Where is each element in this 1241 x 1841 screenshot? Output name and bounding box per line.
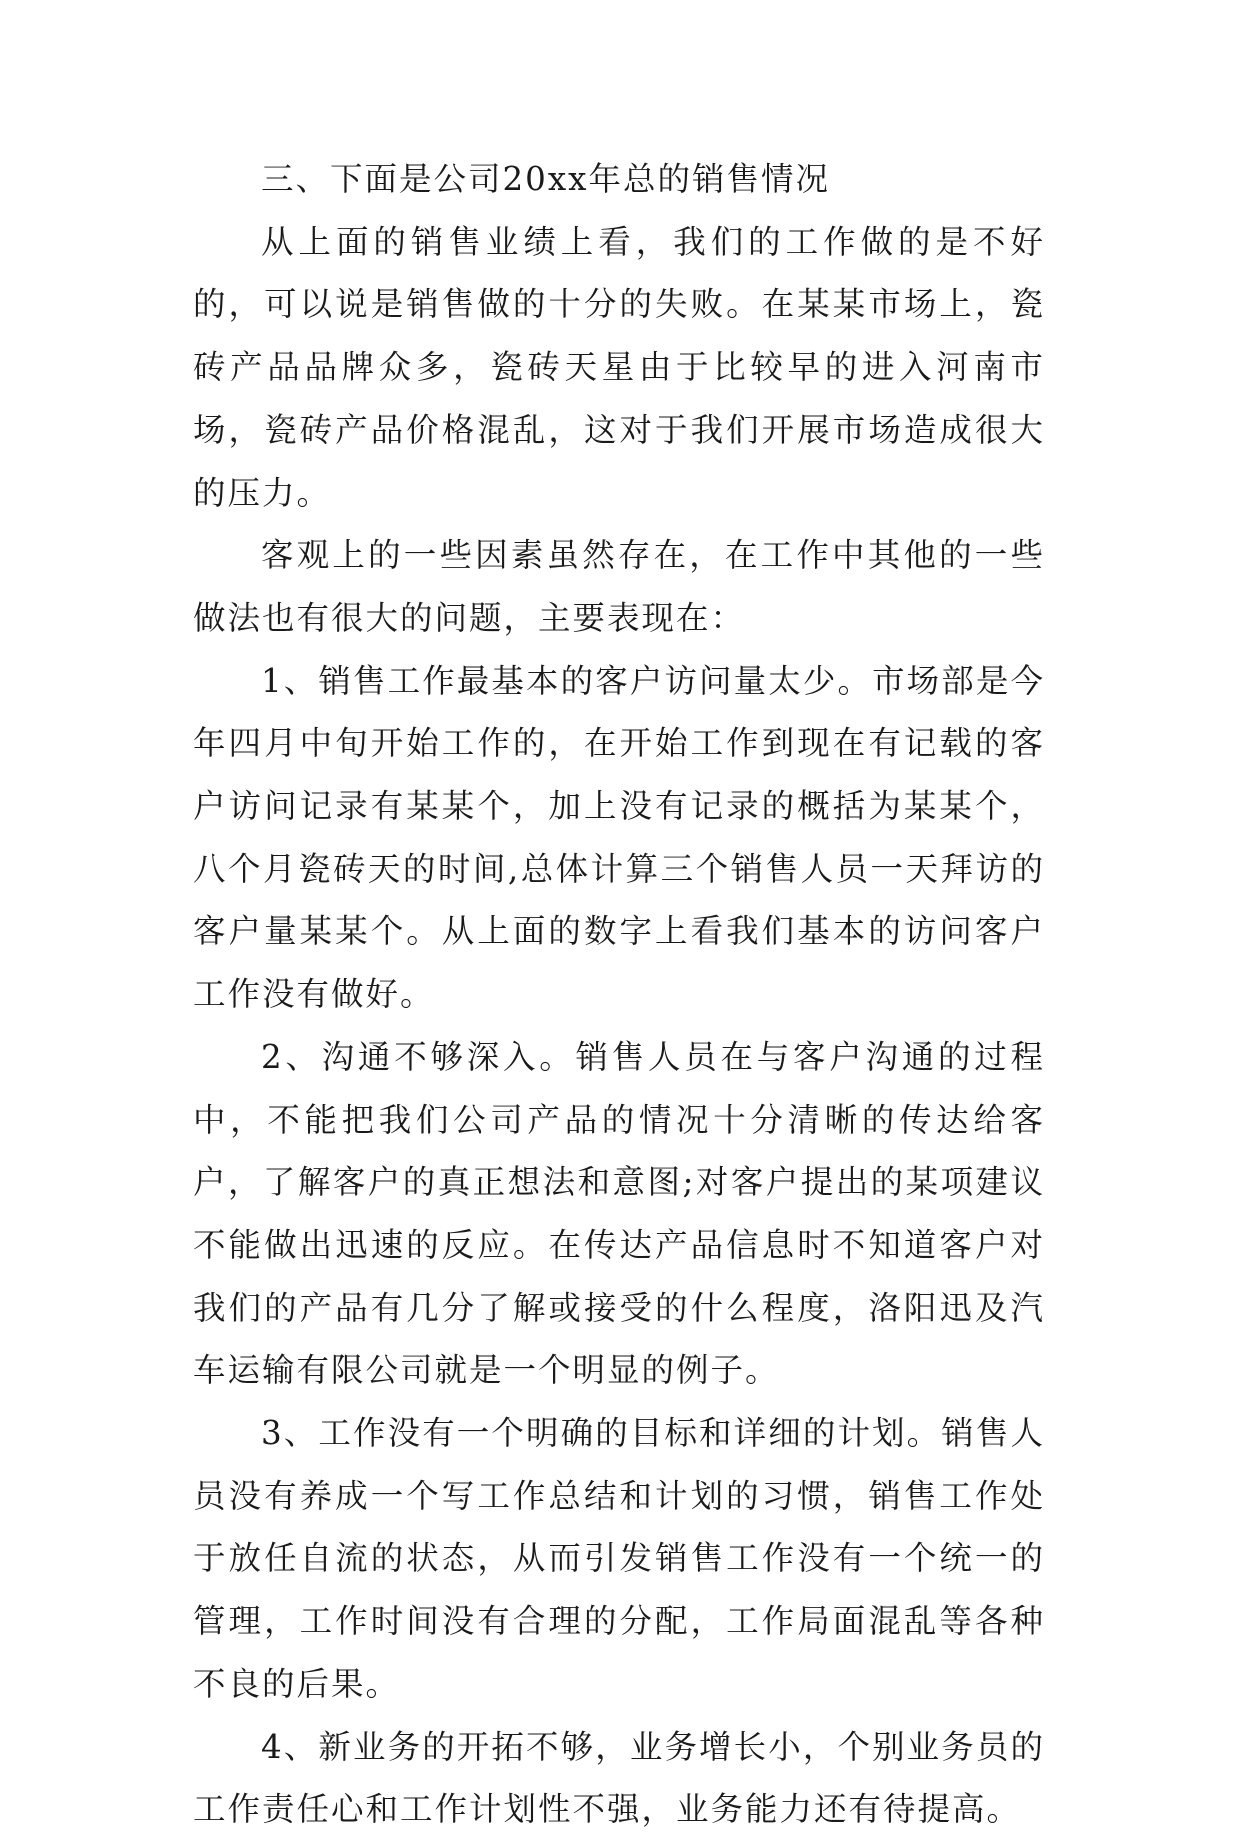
list-item-4-new-business: 4、新业务的开拓不够，业务增长小，个别业务员的工作责任心和工作计划性不强，业务能力还有待提高。 [193,1727,1045,1829]
list-item-1-customer-visits: 1、销售工作最基本的客户访问量太少。市场部是今年四月中旬开始工作的，在开始工作到现在有记载的客户访问记录有某某个，加上没有记录的概括为某某个，八个月瓷砖天的时间,总体计算三个销售人员一天拜访的客户量某某个。从上面的数字上看我们基本的访问客户工作没有做好。 [193,661,1045,1014]
paragraph-sales-performance: 从上面的销售业绩上看，我们的工作做的是不好的，可以说是销售做的十分的失败。在某某市场上，瓷砖产品品牌众多，瓷砖天星由于比较早的进入河南市场，瓷砖产品价格混乱，这对于我们开展市场造成很大的压力。 [193,222,1045,512]
list-item-3-goals-plans: 3、工作没有一个明确的目标和详细的计划。销售人员没有养成一个写工作总结和计划的习惯，销售工作处于放任自流的状态，从而引发销售工作没有一个统一的管理，工作时间没有合理的分配，工作局面混乱等各种不良的后果。 [193,1414,1045,1703]
list-item-2-communication: 2、沟通不够深入。销售人员在与客户沟通的过程中，不能把我们公司产品的情况十分清晰的传达给客户，了解客户的真正想法和意图;对客户提出的某项建议不能做出迅速的反应。在传达产品信息时不知道客户对我们的产品有几分了解或接受的什么程度，洛阳迅及汽车运输有限公司就是一个明显的例子。 [193,1037,1045,1390]
section-heading: 三、下面是公司20xx年总的销售情况 [261,160,831,198]
document-page [193,148,1045,1841]
paragraph-objective-factors: 客观上的一些因素虽然存在，在工作中其他的一些做法也有很大的问题，主要表现在： [193,536,1045,637]
